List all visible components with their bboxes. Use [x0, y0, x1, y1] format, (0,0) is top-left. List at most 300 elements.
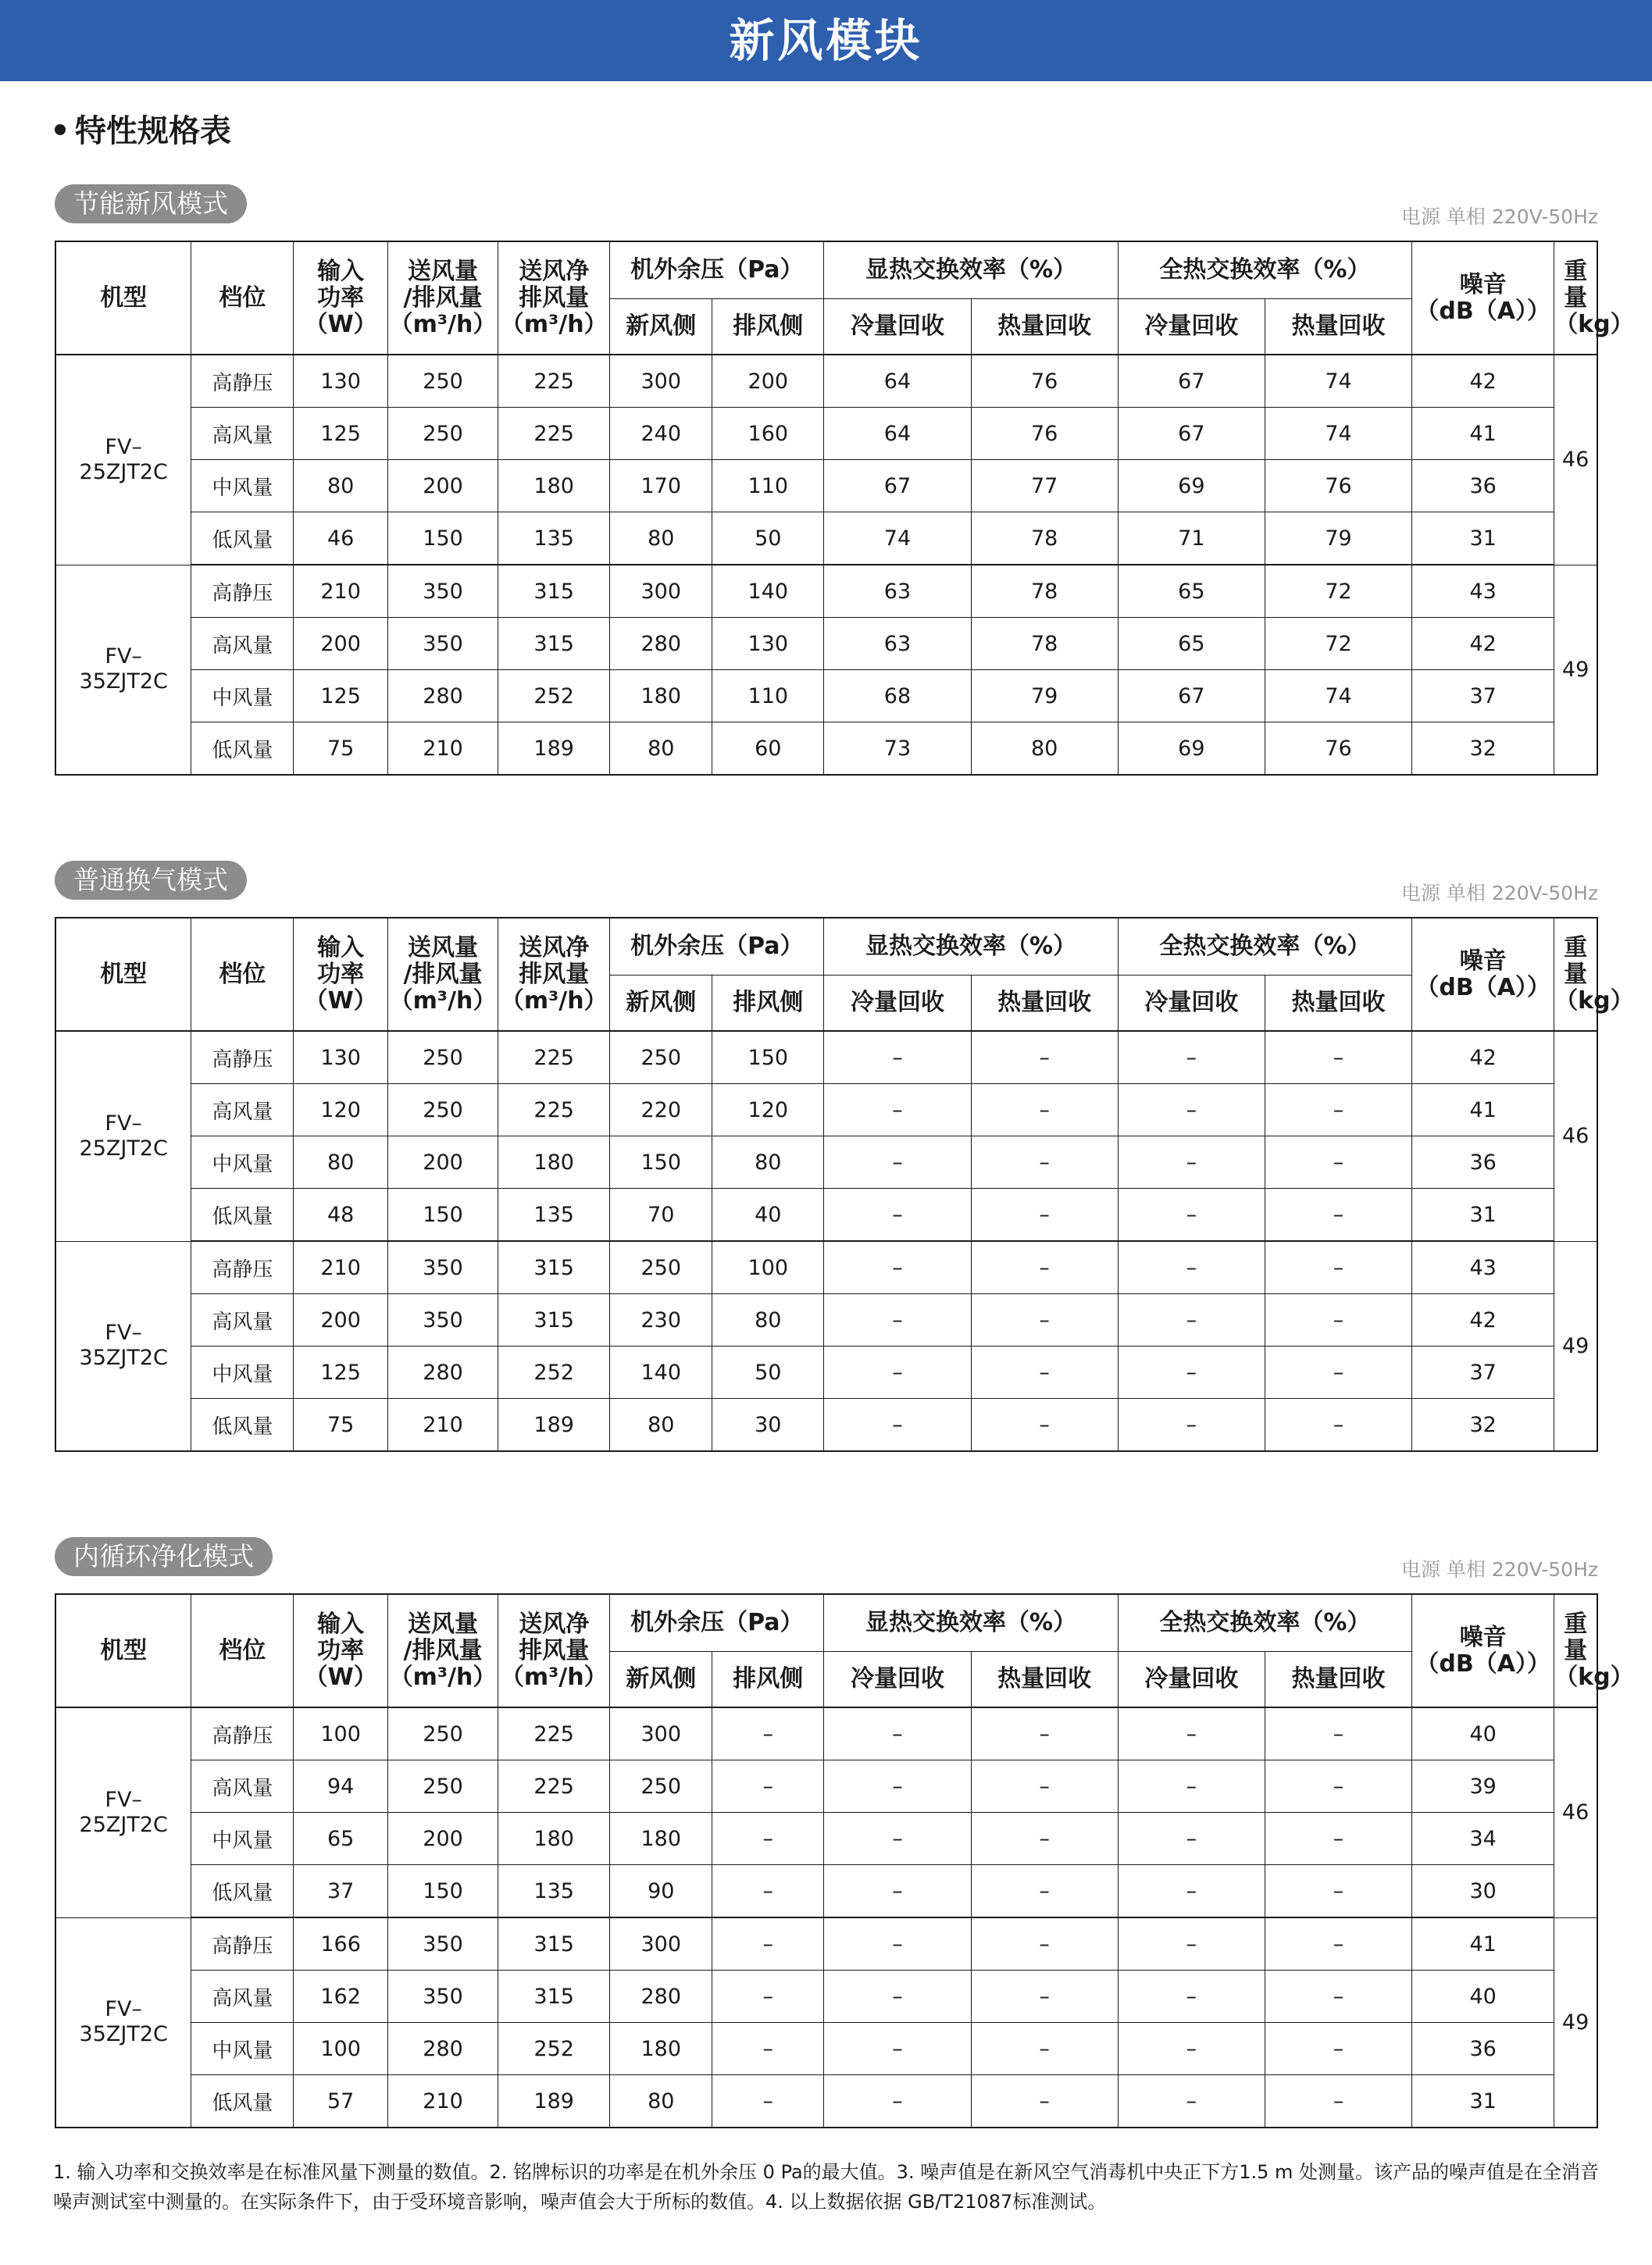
header-line: （dB（A））: [1415, 1650, 1550, 1678]
header-line: /排风量: [403, 960, 483, 988]
header-line: 送风净: [519, 257, 590, 285]
value-cell: 315: [498, 565, 610, 618]
value-cell: –: [1118, 1760, 1265, 1813]
value-cell: 74: [1265, 408, 1411, 460]
value-cell: –: [824, 1813, 971, 1865]
header-line: （kg）: [1554, 310, 1634, 338]
value-cell: –: [971, 1189, 1118, 1242]
value-cell: 74: [824, 512, 971, 565]
value-cell: 110: [712, 460, 824, 512]
model-name-line: FV–: [105, 1997, 142, 2022]
value-cell: 36: [1412, 1136, 1554, 1189]
value-cell: 73: [824, 722, 971, 776]
value-cell: –: [712, 1760, 824, 1813]
value-cell: 189: [498, 1399, 610, 1452]
value-cell: 67: [824, 460, 971, 512]
value-cell: 74: [1265, 355, 1411, 408]
value-cell: 31: [1412, 1189, 1554, 1242]
header-line: （m³/h）: [389, 310, 497, 338]
table-row: [55, 618, 1597, 670]
value-cell: –: [1118, 1347, 1265, 1399]
header-line: 噪音: [1459, 947, 1507, 975]
value-cell: 225: [498, 1760, 610, 1813]
header-line: /排风量: [403, 1636, 483, 1664]
value-cell: 150: [387, 512, 498, 565]
value-cell: 37: [1412, 670, 1554, 722]
value-cell: 189: [498, 2075, 610, 2128]
header-line: 送风净: [519, 1610, 590, 1638]
section-heading-text: 特性规格表: [75, 113, 231, 149]
value-cell: 80: [610, 512, 712, 565]
value-cell: 180: [610, 2023, 712, 2075]
table-row: [55, 1084, 1597, 1136]
table-row: [55, 2075, 1597, 2128]
value-cell: 180: [610, 670, 712, 722]
value-cell: 200: [387, 460, 498, 512]
gear-cell: 高静压: [191, 1241, 294, 1294]
table-row: [55, 1760, 1597, 1813]
value-cell: 162: [294, 1971, 388, 2023]
header-esp-exhaust: 排风侧: [712, 299, 824, 355]
value-cell: 210: [387, 1399, 498, 1452]
weight-cell: 46: [1554, 1031, 1597, 1241]
value-cell: –: [1118, 1084, 1265, 1136]
value-cell: 80: [294, 460, 388, 512]
header-enthalpy: 全热交换效率（%）: [1118, 918, 1411, 976]
value-cell: –: [824, 1189, 971, 1242]
value-cell: –: [1118, 1707, 1265, 1760]
value-cell: 200: [294, 618, 388, 670]
gear-cell: 低风量: [191, 1865, 294, 1918]
table-row: [55, 408, 1597, 460]
value-cell: –: [971, 1813, 1118, 1865]
value-cell: –: [971, 1917, 1118, 1971]
table-row: [55, 1917, 1597, 1971]
value-cell: 65: [1118, 565, 1265, 618]
table-row: [55, 512, 1597, 565]
value-cell: –: [824, 1347, 971, 1399]
value-cell: 225: [498, 1031, 610, 1084]
value-cell: 150: [712, 1031, 824, 1084]
value-cell: –: [1118, 2023, 1265, 2075]
value-cell: –: [1118, 1813, 1265, 1865]
value-cell: 100: [294, 2023, 388, 2075]
value-cell: –: [1118, 1241, 1265, 1294]
value-cell: 78: [971, 512, 1118, 565]
value-cell: 80: [712, 1294, 824, 1347]
value-cell: –: [824, 1865, 971, 1918]
table-row: [55, 1347, 1597, 1399]
footnote: 1. 输入功率和交换效率是在标准风量下测量的数值。2. 铭牌标识的功率是在机外余压 0 Pa的最大值。3. 噪声值是在新风空气消毒机中央正下方1.5 m 处测量。该产品的噪声值是在全消音噪声测试室中测量的。在实际条件下，由于受环境音影响，噪声值会大于所标的数值。4. 以上数据依据 GB/T21087标准测试。: [53, 2161, 1600, 2213]
value-cell: –: [1118, 2075, 1265, 2128]
header-sensible: 显热交换效率（%）: [824, 1594, 1118, 1652]
value-cell: 250: [387, 355, 498, 408]
table-row: [55, 355, 1597, 408]
header-line: （m³/h）: [389, 1663, 497, 1691]
header-line: （m³/h）: [500, 310, 608, 338]
value-cell: 200: [387, 1813, 498, 1865]
table-row: [55, 1813, 1597, 1865]
header-esp: 机外余压（Pa）: [610, 918, 824, 976]
value-cell: 42: [1412, 618, 1554, 670]
value-cell: –: [971, 1347, 1118, 1399]
header-line: 重量: [1564, 257, 1588, 312]
value-cell: –: [1265, 1241, 1411, 1294]
gear-cell: 中风量: [191, 670, 294, 722]
value-cell: 100: [712, 1241, 824, 1294]
value-cell: 71: [1118, 512, 1265, 565]
value-cell: 63: [824, 618, 971, 670]
value-cell: 315: [498, 1917, 610, 1971]
model-name-line: 35ZJT2C: [79, 669, 168, 694]
value-cell: –: [824, 2023, 971, 2075]
value-cell: 36: [1412, 2023, 1554, 2075]
model-name-line: FV–: [105, 1111, 142, 1136]
value-cell: 79: [1265, 512, 1411, 565]
value-cell: 32: [1412, 722, 1554, 776]
value-cell: 220: [610, 1084, 712, 1136]
value-cell: 50: [712, 512, 824, 565]
value-cell: –: [824, 1971, 971, 2023]
value-cell: 250: [610, 1031, 712, 1084]
value-cell: –: [712, 1971, 824, 2023]
value-cell: 135: [498, 512, 610, 565]
header-enthalpy-heat: 热量回收: [1265, 299, 1411, 355]
header-line: 噪音: [1459, 270, 1507, 298]
value-cell: 67: [1118, 670, 1265, 722]
header-line: 输入: [317, 933, 365, 961]
model-cell: [55, 1031, 191, 1241]
value-cell: 350: [387, 1917, 498, 1971]
spec-table: [55, 1593, 1634, 2128]
value-cell: 180: [498, 1813, 610, 1865]
value-cell: 125: [294, 670, 388, 722]
header-weight: [1554, 918, 1634, 1031]
table-row: [55, 1971, 1597, 2023]
value-cell: –: [712, 1865, 824, 1918]
header-line: （kg）: [1554, 1663, 1634, 1691]
value-cell: 120: [712, 1084, 824, 1136]
value-cell: 64: [824, 355, 971, 408]
table-row: [55, 1031, 1597, 1084]
value-cell: –: [971, 1971, 1118, 2023]
gear-cell: 高静压: [191, 1917, 294, 1971]
value-cell: 280: [387, 670, 498, 722]
value-cell: 130: [294, 1031, 388, 1084]
header-line: （W）: [304, 310, 377, 338]
value-cell: 69: [1118, 722, 1265, 776]
value-cell: 50: [712, 1347, 824, 1399]
value-cell: –: [971, 1865, 1118, 1918]
header-line: 功率: [317, 960, 365, 988]
value-cell: 250: [387, 1760, 498, 1813]
value-cell: 76: [971, 408, 1118, 460]
model-cell: [55, 1241, 191, 1451]
value-cell: 69: [1118, 460, 1265, 512]
value-cell: –: [712, 1707, 824, 1760]
value-cell: 41: [1412, 408, 1554, 460]
value-cell: 315: [498, 1294, 610, 1347]
value-cell: 77: [971, 460, 1118, 512]
gear-cell: 中风量: [191, 1813, 294, 1865]
value-cell: –: [1265, 1189, 1411, 1242]
value-cell: –: [1118, 1865, 1265, 1918]
value-cell: 125: [294, 1347, 388, 1399]
header-input-power: [294, 918, 388, 1031]
header-net-flow: [498, 918, 610, 1031]
value-cell: 300: [610, 1707, 712, 1760]
model-cell: [55, 1707, 191, 1917]
bullet-icon: [55, 124, 66, 135]
page-title: 新风模块: [729, 14, 923, 67]
value-cell: 210: [387, 722, 498, 776]
header-line: 功率: [317, 1636, 365, 1664]
model-name-line: FV–: [105, 434, 142, 459]
value-cell: 40: [712, 1189, 824, 1242]
value-cell: 225: [498, 355, 610, 408]
value-cell: 48: [294, 1189, 388, 1242]
header-weight: [1554, 1594, 1634, 1707]
table-row: [55, 722, 1597, 776]
gear-cell: 低风量: [191, 722, 294, 776]
header-line: （m³/h）: [500, 1663, 608, 1691]
value-cell: 34: [1412, 1813, 1554, 1865]
value-cell: 200: [294, 1294, 388, 1347]
value-cell: 150: [610, 1136, 712, 1189]
value-cell: –: [1265, 1084, 1411, 1136]
value-cell: –: [1118, 1399, 1265, 1452]
value-cell: 72: [1265, 565, 1411, 618]
value-cell: 252: [498, 2023, 610, 2075]
header-line: 重量: [1564, 1610, 1588, 1664]
value-cell: 42: [1412, 1294, 1554, 1347]
header-esp-fresh: 新风侧: [610, 299, 712, 355]
value-cell: –: [1265, 1399, 1411, 1452]
value-cell: 80: [610, 722, 712, 776]
table-row: [55, 460, 1597, 512]
gear-cell: 高风量: [191, 618, 294, 670]
page-title-banner: [0, 0, 1652, 81]
value-cell: 350: [387, 565, 498, 618]
header-esp-exhaust: 排风侧: [712, 976, 824, 1032]
value-cell: 280: [387, 1347, 498, 1399]
value-cell: 180: [610, 1813, 712, 1865]
table-row: [55, 670, 1597, 722]
header-enthalpy: 全热交换效率（%）: [1118, 1594, 1411, 1652]
value-cell: 36: [1412, 460, 1554, 512]
value-cell: –: [1265, 1031, 1411, 1084]
value-cell: –: [971, 1707, 1118, 1760]
value-cell: 79: [971, 670, 1118, 722]
value-cell: 120: [294, 1084, 388, 1136]
header-sensible-heat: 热量回收: [971, 1652, 1118, 1708]
value-cell: 42: [1412, 1031, 1554, 1084]
header-noise: [1412, 241, 1554, 355]
value-cell: 78: [971, 565, 1118, 618]
value-cell: 150: [387, 1189, 498, 1242]
header-line: 排风量: [519, 1636, 590, 1664]
header-sensible: 显热交换效率（%）: [824, 241, 1118, 299]
header-enthalpy-heat: 热量回收: [1265, 976, 1411, 1032]
value-cell: 200: [387, 1136, 498, 1189]
value-cell: –: [824, 1084, 971, 1136]
value-cell: 42: [1412, 355, 1554, 408]
value-cell: 350: [387, 1294, 498, 1347]
value-cell: 225: [498, 1707, 610, 1760]
value-cell: 300: [610, 1917, 712, 1971]
value-cell: –: [712, 1917, 824, 1971]
header-esp-exhaust: 排风侧: [712, 1652, 824, 1708]
mode-name-pill: 普通换气模式: [55, 861, 247, 900]
value-cell: 31: [1412, 2075, 1554, 2128]
value-cell: 140: [610, 1347, 712, 1399]
header-line: 输入: [317, 1610, 365, 1638]
power-note: 电源 单相 220V-50Hz: [1400, 205, 1598, 228]
value-cell: –: [1265, 1760, 1411, 1813]
header-enthalpy-heat: 热量回收: [1265, 1652, 1411, 1708]
table-row: [55, 1707, 1597, 1760]
value-cell: 65: [1118, 618, 1265, 670]
header-gear: 档位: [191, 918, 294, 1031]
value-cell: –: [824, 1294, 971, 1347]
value-cell: 65: [294, 1813, 388, 1865]
value-cell: –: [971, 1294, 1118, 1347]
header-line: 排风量: [519, 960, 590, 988]
value-cell: 210: [294, 1241, 388, 1294]
mode-block: [55, 184, 1634, 809]
value-cell: 300: [610, 355, 712, 408]
value-cell: 280: [610, 618, 712, 670]
value-cell: –: [824, 2075, 971, 2128]
value-cell: 80: [610, 2075, 712, 2128]
power-note: 电源 单相 220V-50Hz: [1400, 882, 1598, 904]
header-line: 送风净: [519, 933, 590, 961]
header-line: 噪音: [1459, 1623, 1507, 1651]
value-cell: –: [971, 2075, 1118, 2128]
value-cell: –: [1118, 1189, 1265, 1242]
header-sensible-cool: 冷量回收: [824, 976, 971, 1032]
model-name-line: 25ZJT2C: [79, 1136, 168, 1161]
value-cell: –: [971, 1399, 1118, 1452]
value-cell: 315: [498, 1241, 610, 1294]
value-cell: –: [1265, 1813, 1411, 1865]
header-noise: [1412, 918, 1554, 1031]
value-cell: 350: [387, 1971, 498, 2023]
value-cell: 125: [294, 408, 388, 460]
value-cell: 252: [498, 670, 610, 722]
table-row: [55, 565, 1597, 618]
value-cell: –: [1265, 1136, 1411, 1189]
value-cell: 80: [971, 722, 1118, 776]
model-cell: [55, 355, 191, 565]
header-line: （dB（A））: [1415, 973, 1550, 1001]
value-cell: 210: [387, 2075, 498, 2128]
value-cell: –: [824, 1707, 971, 1760]
value-cell: 76: [1265, 722, 1411, 776]
gear-cell: 高静压: [191, 565, 294, 618]
value-cell: –: [1265, 1865, 1411, 1918]
value-cell: 315: [498, 1971, 610, 2023]
value-cell: 280: [610, 1971, 712, 2023]
value-cell: 240: [610, 408, 712, 460]
weight-cell: 49: [1554, 1241, 1597, 1451]
value-cell: 94: [294, 1760, 388, 1813]
value-cell: 130: [294, 355, 388, 408]
value-cell: –: [824, 1031, 971, 1084]
value-cell: 180: [498, 1136, 610, 1189]
header-gear: 档位: [191, 1594, 294, 1707]
spec-table: [55, 241, 1634, 776]
header-weight: [1554, 241, 1634, 355]
value-cell: 40: [1412, 1707, 1554, 1760]
value-cell: 350: [387, 1241, 498, 1294]
value-cell: 90: [610, 1865, 712, 1918]
header-net-flow: [498, 241, 610, 355]
header-line: （kg）: [1554, 986, 1634, 1015]
value-cell: 76: [1265, 460, 1411, 512]
header-line: 重量: [1564, 933, 1588, 988]
gear-cell: 低风量: [191, 1399, 294, 1452]
value-cell: 110: [712, 670, 824, 722]
weight-cell: 49: [1554, 565, 1597, 775]
value-cell: 200: [712, 355, 824, 408]
header-sensible: 显热交换效率（%）: [824, 918, 1118, 976]
header-esp-fresh: 新风侧: [610, 976, 712, 1032]
value-cell: –: [712, 1813, 824, 1865]
value-cell: –: [1265, 1707, 1411, 1760]
value-cell: –: [712, 2023, 824, 2075]
value-cell: 189: [498, 722, 610, 776]
header-supply-exhaust-flow: [387, 1594, 498, 1707]
value-cell: 30: [712, 1399, 824, 1452]
model-name-line: FV–: [105, 644, 142, 669]
value-cell: –: [824, 1917, 971, 1971]
value-cell: 37: [1412, 1347, 1554, 1399]
header-model: 机型: [55, 918, 191, 1031]
table-row: [55, 1189, 1597, 1242]
mode-name-pill: 内循环净化模式: [55, 1537, 273, 1576]
header-supply-exhaust-flow: [387, 241, 498, 355]
header-noise: [1412, 1594, 1554, 1707]
value-cell: –: [971, 1241, 1118, 1294]
weight-cell: 46: [1554, 355, 1597, 565]
value-cell: 300: [610, 565, 712, 618]
header-esp: 机外余压（Pa）: [610, 241, 824, 299]
value-cell: –: [824, 1136, 971, 1189]
header-input-power: [294, 241, 388, 355]
value-cell: –: [1265, 2075, 1411, 2128]
value-cell: –: [1265, 1971, 1411, 2023]
value-cell: 30: [1412, 1865, 1554, 1918]
value-cell: 315: [498, 618, 610, 670]
gear-cell: 高静压: [191, 355, 294, 408]
table-row: [55, 1294, 1597, 1347]
header-line: （m³/h）: [389, 986, 497, 1015]
value-cell: –: [1118, 1031, 1265, 1084]
model-name-line: 25ZJT2C: [79, 459, 168, 484]
value-cell: 78: [971, 618, 1118, 670]
gear-cell: 低风量: [191, 512, 294, 565]
header-sensible-cool: 冷量回收: [824, 1652, 971, 1708]
header-enthalpy-cool: 冷量回收: [1118, 1652, 1265, 1708]
value-cell: 46: [294, 512, 388, 565]
value-cell: –: [1118, 1136, 1265, 1189]
header-sensible-heat: 热量回收: [971, 976, 1118, 1032]
model-name-line: FV–: [105, 1787, 142, 1812]
value-cell: 80: [712, 1136, 824, 1189]
spec-table: [55, 917, 1634, 1452]
value-cell: 41: [1412, 1917, 1554, 1971]
